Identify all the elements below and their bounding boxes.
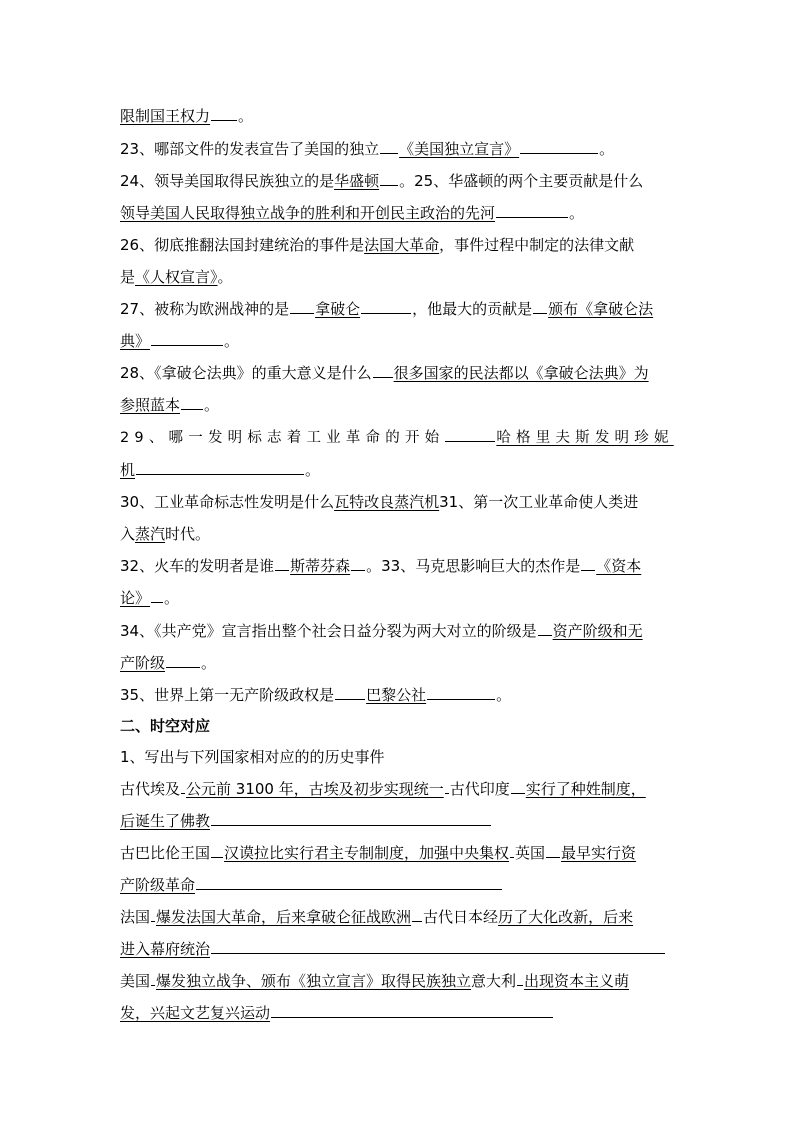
france-label: 法国 — [120, 908, 151, 926]
punctuation: 。 — [238, 107, 254, 125]
question-31-cont — [120, 522, 676, 546]
q26-text: 26、彻底推翻法国封建统治的事件是 — [120, 236, 365, 254]
usa-italy-cont-line — [120, 1001, 676, 1025]
question-23 — [120, 137, 676, 161]
q22-answer-line — [120, 104, 676, 128]
item-1-prompt: 1、写出与下列国家相对应的的历史事件 — [120, 748, 385, 766]
india-answer-a: 实行了种姓制度， — [525, 780, 646, 798]
question-29-cont — [120, 458, 676, 482]
q35-answer: 巴黎公社 — [366, 686, 427, 704]
question-27-cont — [120, 329, 676, 353]
answer-blank — [427, 698, 495, 700]
punctuation: 。 — [496, 686, 512, 704]
question-26-cont — [120, 265, 676, 289]
japan-answer-a: 历了大化改新，后来 — [498, 908, 634, 926]
q30-answer: 瓦特改良蒸汽机 — [334, 493, 440, 511]
q29-text: 29、哪一发明标志着工业革命的开始 — [120, 430, 445, 446]
q30-text: 30、工业革命标志性发明是什么 — [120, 493, 335, 511]
q25-answer-line — [120, 201, 676, 225]
question-24-25 — [120, 169, 676, 193]
q29-answer-a: 哈格里夫斯发明珍妮 — [496, 430, 674, 446]
answer-blank — [373, 376, 393, 378]
q26-text-2: 是 — [120, 268, 136, 286]
answer-blank — [445, 440, 495, 442]
section-heading: 二、时空对应 — [120, 717, 211, 735]
answer-blank — [351, 569, 365, 571]
q34-answer-b: 产阶级 — [120, 654, 166, 672]
question-27 — [120, 297, 676, 321]
usa-label: 美国 — [120, 972, 151, 990]
q31-end: 时代。 — [165, 525, 211, 543]
japan-pre: 经 — [483, 908, 499, 926]
italy-label: 意大利 — [471, 972, 517, 990]
punctuation: 。 — [599, 140, 615, 158]
q33-answer-b: 论》 — [120, 589, 151, 607]
answer-blank — [380, 152, 398, 154]
question-30-31 — [120, 490, 676, 514]
japan-label: 古代日本 — [423, 908, 484, 926]
answer-blank — [151, 920, 155, 922]
q24-answer: 华盛顿 — [334, 172, 380, 190]
q34-answer-a: 资产阶级和无 — [552, 622, 643, 640]
question-29 — [120, 426, 676, 450]
answer-blank — [546, 856, 560, 858]
japan-cont-line — [120, 937, 676, 961]
answer-blank — [445, 792, 449, 794]
answer-blank — [211, 952, 665, 954]
answer-blank — [136, 473, 304, 475]
punctuation: 。 — [366, 557, 382, 575]
answer-blank — [517, 984, 523, 986]
answer-blank — [380, 184, 398, 186]
q29-answer-b: 机 — [120, 461, 136, 479]
answer-blank — [181, 792, 185, 794]
babylon-answer: 汉谟拉比实行君主专制制度，加强中央集权 — [224, 844, 510, 862]
answer-blank — [361, 312, 411, 314]
punctuation: 。 — [569, 204, 585, 222]
babylon-label: 古巴比伦王国 — [120, 844, 211, 862]
q27-answer-2a: 颁布《拿破仑法 — [548, 300, 654, 318]
britain-answer-a: 最早实行资 — [561, 844, 637, 862]
q32-text: 32、火车的发明者是谁 — [120, 557, 275, 575]
q28-answer-b: 参照蓝本 — [120, 396, 181, 414]
q31-text: 31、第一次工业革命使人类进 — [439, 493, 639, 511]
q23-answer: 《美国独立宣言》 — [399, 140, 520, 158]
answer-blank — [496, 216, 568, 218]
egypt-answer: 公元前 3100 年，古埃及初步实现统一 — [186, 780, 444, 798]
q25-text: 25、华盛顿的两个主要贡献是什么 — [414, 172, 644, 190]
question-34 — [120, 619, 676, 643]
q26-answer-1: 法国大革命 — [364, 236, 440, 254]
answer-blank — [151, 984, 155, 986]
q31-answer: 蒸汽 — [135, 525, 166, 543]
india-cont-line — [120, 809, 676, 833]
q26-text-mid: ，事件过程中制定的法律文献 — [439, 236, 635, 254]
answer-blank — [181, 408, 203, 410]
britain-answer-b: 产阶级革命 — [120, 876, 196, 894]
punctuation: 。 — [164, 589, 180, 607]
answer-blank — [275, 569, 289, 571]
punctuation: 。 — [217, 268, 233, 286]
punctuation: 。 — [204, 396, 220, 414]
q28-text: 28、《拿破仑法典》的重大意义是什么 — [120, 364, 372, 382]
italy-answer-b: 发，兴起文艺复兴运动 — [120, 1004, 271, 1022]
answer-blank — [271, 1016, 553, 1018]
question-28-cont — [120, 393, 676, 417]
q33-answer-a: 《资本 — [596, 557, 642, 575]
q27-text-mid: ，他最大的贡献是 — [412, 300, 533, 318]
question-26 — [120, 233, 676, 257]
italy-answer-a: 出现资本主义萌 — [524, 972, 630, 990]
answer-blank — [290, 312, 314, 314]
q22-answer: 限制国王权力 — [120, 107, 211, 125]
answer-blank — [211, 856, 223, 858]
india-answer-b: 后诞生了佛教 — [120, 812, 211, 830]
q33-text: 33、马克思影响巨大的杰作是 — [381, 557, 581, 575]
britain-cont-line — [120, 873, 676, 897]
answer-blank — [151, 601, 163, 603]
answer-blank — [581, 569, 595, 571]
q27-text: 27、被称为欧洲战神的是 — [120, 300, 290, 318]
q31-text-b: 入 — [120, 525, 136, 543]
question-28 — [120, 361, 676, 385]
answer-blank — [166, 666, 200, 668]
q26-answer-2: 《人权宣言》 — [135, 268, 218, 286]
britain-label: 英国 — [515, 844, 546, 862]
q27-answer-2b: 典》 — [120, 332, 151, 350]
question-35 — [120, 683, 676, 707]
q35-text: 35、世界上第一无产阶级政权是 — [120, 686, 335, 704]
answer-blank — [211, 824, 491, 826]
answer-blank — [412, 920, 422, 922]
egypt-india-line — [120, 777, 676, 801]
question-33-cont — [120, 586, 676, 610]
answer-blank — [538, 634, 552, 636]
answer-blank — [520, 152, 598, 154]
question-34-cont — [120, 651, 676, 675]
usa-italy-line — [120, 969, 676, 993]
punctuation: 。 — [201, 654, 217, 672]
answer-blank — [511, 792, 525, 794]
usa-answer-a: 爆发独立战争、颁布《独立宣言》取得民族独立 — [156, 972, 472, 990]
answer-blank — [211, 119, 237, 121]
q32-answer: 斯蒂芬森 — [290, 557, 351, 575]
q25-answer: 领导美国人民取得独立战争的胜利和开创民主政治的先河 — [120, 204, 496, 222]
punctuation: 。 — [399, 172, 415, 190]
answer-blank — [151, 344, 223, 346]
q27-answer-1: 拿破仑 — [315, 300, 361, 318]
india-label: 古代印度 — [449, 780, 510, 798]
q24-text: 24、领导美国取得民族独立的是 — [120, 172, 335, 190]
japan-answer-b: 进入幕府统治 — [120, 940, 211, 958]
france-answer: 爆发法国大革命，后来拿破仑征战欧洲 — [156, 908, 412, 926]
answer-blank — [335, 698, 365, 700]
babylon-britain-line — [120, 841, 676, 865]
france-japan-line — [120, 905, 676, 929]
q34-text: 34、《共产党》宣言指出整个社会日益分裂为两大对立的阶级是 — [120, 622, 537, 640]
answer-blank — [533, 312, 547, 314]
answer-blank — [196, 888, 502, 890]
answer-blank — [510, 856, 514, 858]
punctuation: 。 — [224, 332, 240, 350]
question-32-33 — [120, 554, 676, 578]
egypt-label: 古代埃及 — [120, 780, 181, 798]
q28-answer-a: 很多国家的民法都以《拿破仑法典》为 — [393, 364, 649, 382]
punctuation: 。 — [305, 461, 321, 479]
q23-text: 23、哪部文件的发表宣告了美国的独立 — [120, 140, 380, 158]
